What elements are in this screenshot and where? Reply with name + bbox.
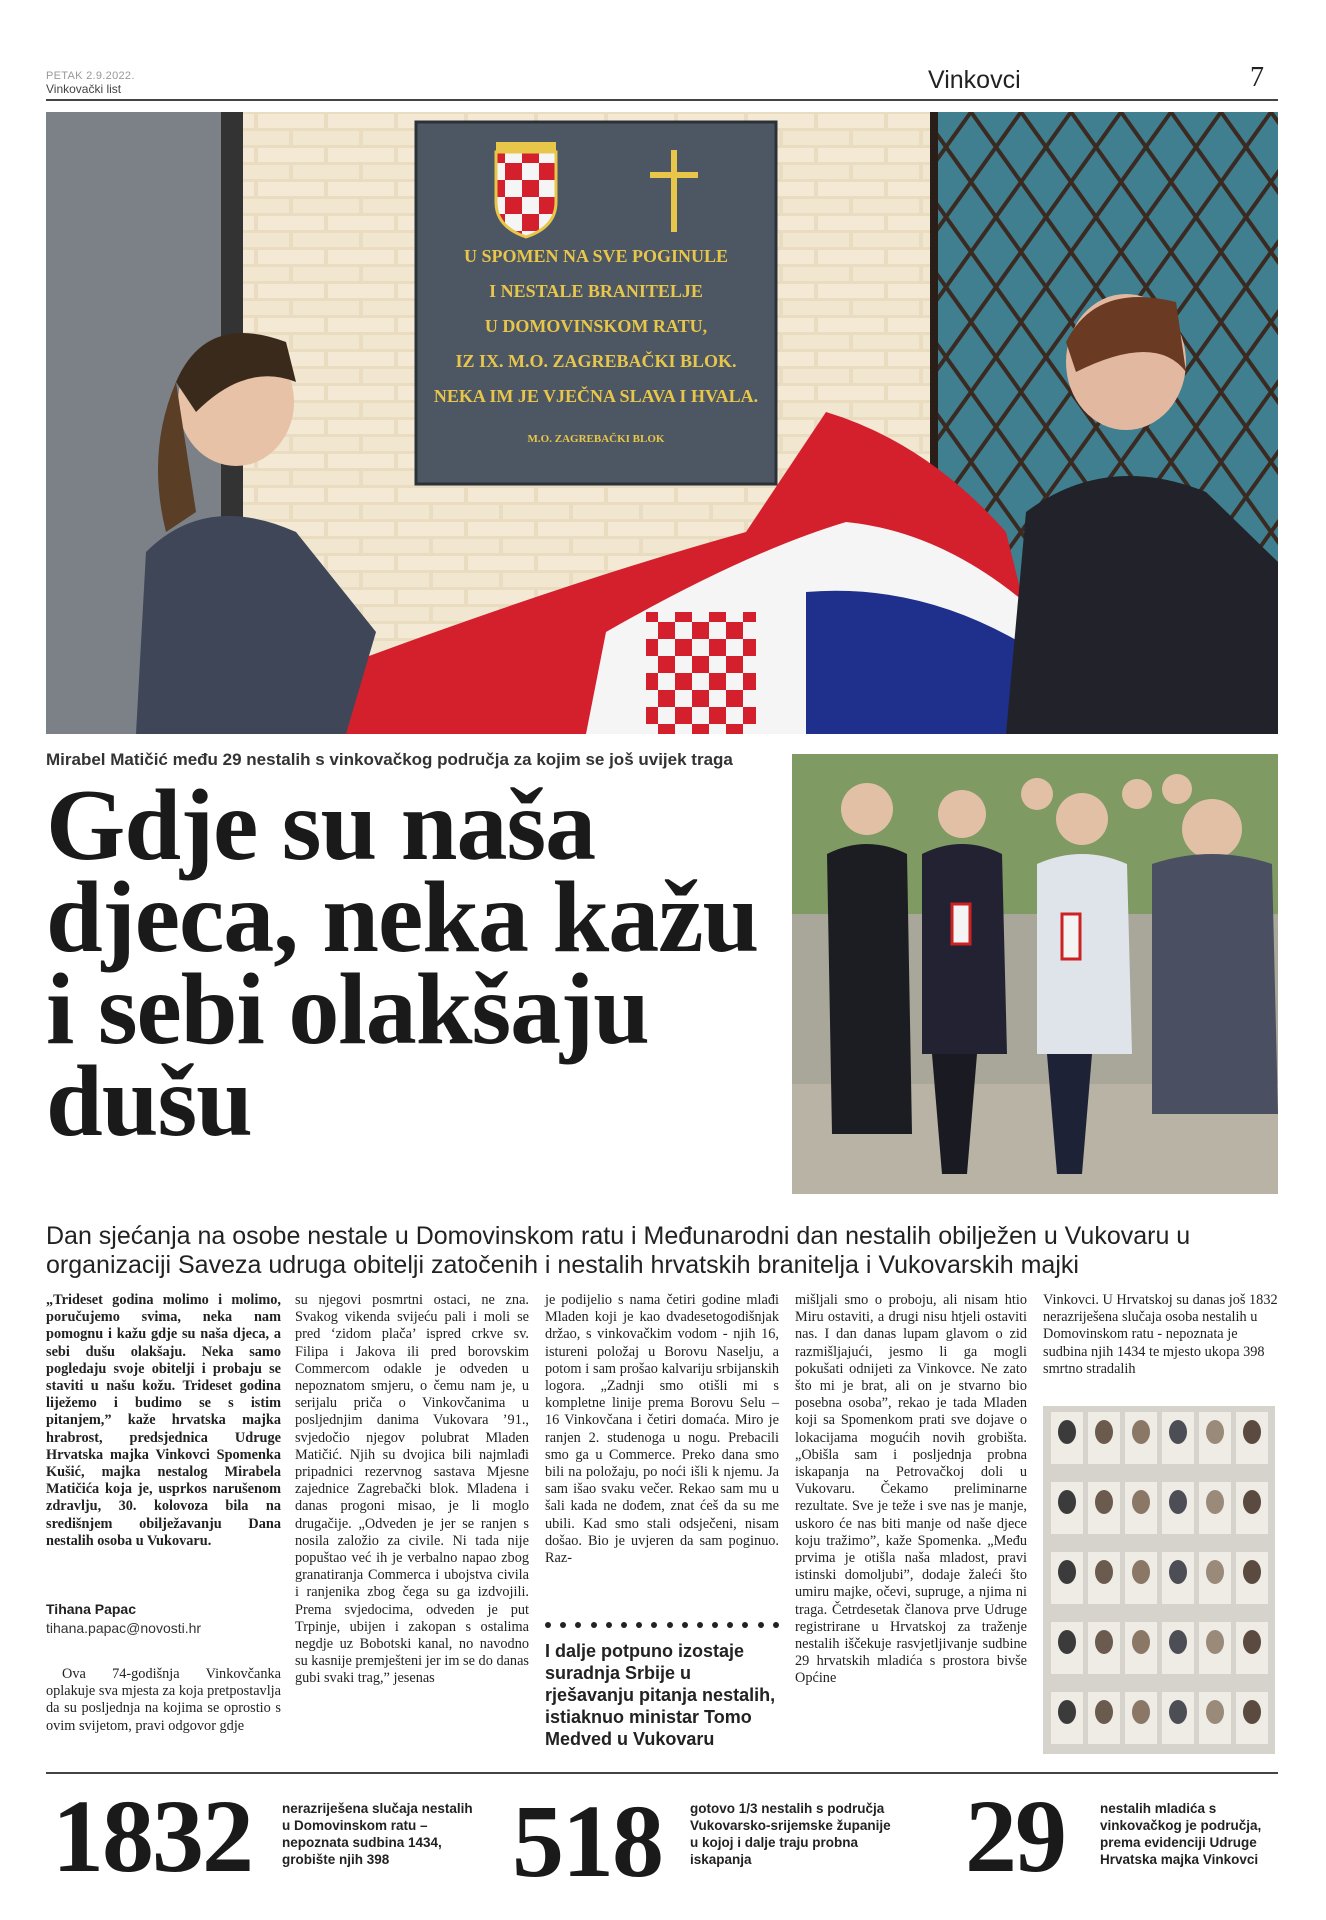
plaque-line-3: U DOMOVINSKOM RATU, [484, 316, 708, 336]
portrait-face [1058, 1630, 1076, 1654]
portrait-face [1243, 1490, 1261, 1514]
article-column-4: mišljali smo o proboju, ali nisam htio Miru ostaviti, a drugi nisu htjeli ostaviti nas. I dan danas lupam glavom o zid razmišljajući, jesmo li ga mogli pokušati odnijeti za Vinkovce. Ne zato što mi je brat, ali on je stvarno bio posebna osoba”, rekao je tada Mladen koji sa Spomenkom prati sve dojave o lokacijama mogućih novih grobišta. „Obišla sam i posljednja probna iskapanja na Petrovačkoj doli u Vukovaru. Čekamo preliminarne rezultate. Sve je teže i sve nas je manje, uskoro će nas biti manje od naše djece koju tražimo”, kaže Spomenka. „Među prvima je otišla naša mladost, pravi istinski domoljubi”, dodaje žaleći što umiru majke, očevi, supruge, a njima ni traga. Četrdesetak članova prve Udruge registrirane u Hrvatskoj za traženje nestalih iščekuje rasvjetljivanje sudbine 29 hrvatskih mladića s prostora bivše Općine [795, 1292, 1027, 1687]
portrait-face [1132, 1420, 1150, 1444]
article-column-5: Vinkovci. U Hrvatskoj su danas još 1832 nerazriješena slučaja osoba nestalih u Domovinskom ratu - nepoznata je sudbina njih 1434 te mjesto ukopa 398 smrtno stradalih [1043, 1292, 1278, 1377]
stat-text-1: nerazriješena slučaja nestalih u Domovinskom ratu – nepoznata sudbina 1434, grobište njih 398 [282, 1801, 473, 1867]
portrait-face [1243, 1420, 1261, 1444]
portrait-face [1058, 1700, 1076, 1724]
header-rule [46, 99, 1278, 101]
stat-text-2: gotovo 1/3 nestalih s područja Vukovarsko-srijemske županije u kojoj i dalje traju probna iskapanja [690, 1801, 891, 1867]
portrait-face [1206, 1560, 1224, 1584]
section-title: Vinkovci [928, 66, 1021, 94]
issue-date: PETAK 2.9.2022. [46, 70, 135, 82]
subheadline: Dan sjećanja na osobe nestale u Domovinskom ratu i Međunarodni dan nestalih obilježen u Vukovaru u organizaciji Saveza udruga obitelji zatočenih i nestalih hrvatskih branitelja i Vukovarskih majki [46, 1222, 1191, 1279]
plaque-line-5: NEKA IM JE VJEČNA SLAVA I HVALA. [433, 386, 759, 406]
author-email[interactable]: tihana.papac@novosti.hr [46, 1620, 202, 1636]
portrait-face [1243, 1700, 1261, 1724]
portrait-face [1058, 1560, 1076, 1584]
article-column-2: su njegovi posmrtni ostaci, ne zna. Svakog vikenda svijeću pali i moli se pred ‘zidom plača’ ispred crkve sv. Filipa i Jakova ili pred borovskim Commercom odakle je odveden u nepoznatom smjeru, o čemu nam je, u serijalu priča o Vinkovčanima u posljednjim danima Vukovara ’91., svjedočio njegov polubrat Mladen Matičić. Njih su dvojica bili najmlađi pripadnici rezervnog sastava Mjesne zajednice Zagrebački blok. Mladena i danas progoni misao, je li moglo drugačije. „Odveden je jer se ranjen s nosila založio za civile. Ni tada nije popuštao već ih je verbalno napao zbog granatiranja Commerca i ubojstva civila i ranjenika zbog čega su ga izdvojili. Prema svjedocima, odveden je put Trpinje, ubijen i zakopan s ostalima negdje uz Bobotski kanal, no navodno su kasnije premješteni jer im se do danas gubi svaki trag,” jesenas [295, 1292, 529, 1687]
headline: Gdje su naša djeca, neka kažu i sebi olakšaju dušu [46, 769, 759, 1158]
portrait-face [1206, 1490, 1224, 1514]
plaque-line-1: U SPOMEN NA SVE POGINULE [463, 246, 729, 266]
page-number: 7 [1250, 62, 1264, 93]
stat-number-1: 1832 [52, 1779, 252, 1894]
plaque-signature: M.O. ZAGREBAČKI BLOK [527, 433, 665, 445]
portrait-face [1169, 1420, 1187, 1444]
portrait-face [1058, 1420, 1076, 1444]
stat-text-3: nestalih mladića s vinkovačkog je područja, prema evidenciji Udruge Hrvatska majka Vinkovci [1100, 1801, 1262, 1867]
photo-caption: Mirabel Matičić među 29 nestalih s vinkovačkog područja za kojim se još uvijek traga [46, 750, 733, 769]
stats-rule [46, 1772, 1278, 1774]
board-photo-illustration [1043, 1406, 1275, 1754]
portrait-face [1169, 1560, 1187, 1584]
pullquote: I dalje potpuno izostaje suradnja Srbije u rješavanju pitanja nestalih, istiaknuo ministar Tomo Medved u Vukovaru [545, 1641, 776, 1749]
portrait-face [1206, 1700, 1224, 1724]
portrait-face [1132, 1560, 1150, 1584]
author-name: Tihana Papac [46, 1601, 137, 1617]
missing-persons-board-photo [1043, 1406, 1275, 1754]
portrait-face [1169, 1630, 1187, 1654]
portrait-face [1058, 1490, 1076, 1514]
portrait-face [1206, 1630, 1224, 1654]
portrait-face [1206, 1420, 1224, 1444]
portrait-face [1095, 1630, 1113, 1654]
stat-number-3: 29 [965, 1779, 1065, 1894]
group-photo-illustration [792, 754, 1278, 1194]
portrait-face [1132, 1490, 1150, 1514]
plaque-line-2: I NESTALE BRANITELJE [489, 281, 703, 301]
main-photo-memorial-plaque [46, 112, 1278, 734]
portrait-face [1095, 1490, 1113, 1514]
portrait-face [1169, 1490, 1187, 1514]
article-column-1 [46, 1292, 281, 1550]
main-photo-illustration [46, 112, 1278, 734]
portrait-face [1243, 1630, 1261, 1654]
article-column-1-body: Ova 74-godišnja Vinkovčanka oplakuje sva mjesta za koja pretpostavlja da su posljednja na kojima se oprostio s ovim svijetom, pravi odgovor gdje [46, 1666, 281, 1734]
portrait-face [1095, 1420, 1113, 1444]
portrait-face [1095, 1700, 1113, 1724]
article-lead: „Trideset godina molimo i molimo, poručujemo svima, neka nam pomognu i kažu gdje su naša djeca, a sebi dušu olakšaju. Neka samo pogledaju svoje obitelji i probaju se staviti u našu kožu. Trideset godina liježemo i budimo se s istim pitanjem,” kaže hrvatska majka hrabrost, predsjednica Udruge Hrvatska majka Vinkovci Spomenka Kušić, majka nestalog Mirabela Matičića koja je, usprkos narušenom zdravlju, 30. kolovoza bila na središnjem obilježavanju Dana nestalih osoba u Vukovaru. [46, 1292, 281, 1549]
plaque-line-4: IZ IX. M.O. ZAGREBAČKI BLOK. [455, 351, 737, 371]
portrait-face [1132, 1700, 1150, 1724]
portrait-face [1095, 1560, 1113, 1584]
portrait-face [1243, 1560, 1261, 1584]
portrait-face [1169, 1700, 1187, 1724]
article-column-3: je podijelio s nama četiri godine mlađi Mladen koji je kao dvadesetogodišnjak držao, s vinkovačkim vodom - njih 16, istureni položaj u Borovu Naselju, a potom i sam prošao kalvariju srbijanskih logora. „Zadnji smo otišli mi s kompletne linije prema Borovu Selu – 16 Vinkovčana i četiri domaća. Miro je ranjen 2. studenoga u nogu. Prebacili smo ga u Commerce. Preko dana smo bili na položaju, po noći išli k njemu. Ja sam išao svaku večer. Rekao sam mu u šali kada ne dođem, znat ćeš da su me ubili. Kad smo stali odsječeni, nisam došao. Bio je uvjeren da sam poginuo. Raz- [545, 1292, 779, 1567]
pullquote-divider [545, 1622, 779, 1630]
croatian-coat-of-arms-icon [496, 142, 556, 237]
portrait-face [1132, 1630, 1150, 1654]
stat-number-2: 518 [512, 1784, 662, 1899]
group-photo-procession [792, 754, 1278, 1194]
newspaper-name: Vinkovački list [46, 82, 122, 96]
